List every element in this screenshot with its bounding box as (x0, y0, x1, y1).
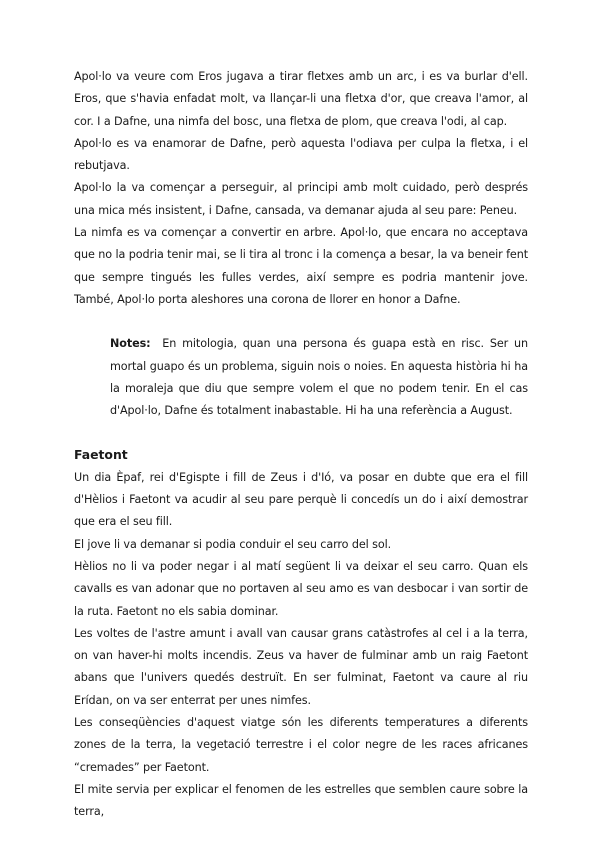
paragraph-daphne-tree: La nimfa es va començar a convertir en arbre. Apol·lo, que encara no acceptava que no la podria tenir mai, se li tira al tronc i la comença a besar, la va beneir fent que sempre tingués les fulles verdes, així sempre es podria mantenir jove. També, Apol·lo porta aleshores una corona de llorer en honor a Dafne. (74, 226, 528, 306)
notes-label: Notes: (110, 337, 151, 351)
section-title-faetont: Faetont (74, 447, 128, 463)
document-page (74, 66, 528, 824)
paragraph-falling-stars: El mite servia per explicar el fenomen de les estrelles que semblen caure sobre la terra, (74, 782, 528, 819)
paragraph-eros-arrows: Apol·lo va veure com Eros jugava a tirar fletxes amb un arc, i es va burlar d'ell. Eros, que s'havia enfadat molt, va llançar-li una fletxa d'or, que creava l'amor, al cor. I a Dafne, una nimfa del bosc, una fletxa de plom, que creava l'odi, al cap. (74, 70, 528, 128)
notes-block (110, 333, 528, 422)
paragraph-horses-bolt: Hèlios no li va poder negar i al matí següent li va deixar el seu carro. Quan els cavalls es van adonar que no portaven al seu amo es van desbocar i van sortir de la ruta. Faetont no els sabia dominar. (74, 559, 528, 618)
paragraph-apollo-in-love: Apol·lo es va enamorar de Dafne, però aquesta l'odiava per culpa la fletxa, i el rebutjava. (74, 136, 528, 173)
paragraph-epaf-doubt: Un dia Èpaf, rei d'Egispte i fill de Zeus i d'Ió, va posar en dubte que era el fill d'Hèlios i Faetont va acudir al seu pare perquè li concedís un do i així demostrar que era el seu fill. (74, 470, 528, 529)
paragraph-apollo-pursuit: Apol·lo la va començar a perseguir, al principi amb molt cuidado, però després una mica més insistent, i Dafne, cansada, va demanar ajuda al seu pare: Peneu. (74, 181, 528, 217)
paragraph-consequences: Les conseqüències d'aquest viatge són les diferents temperatures a diferents zones de la terra, la vegetació terrestre i el color negre de les races africanes “cremades” per Faetont. (74, 716, 528, 774)
paragraph-sun-chariot-request: El jove li va demanar si podia conduir el seu carro del sol. (74, 537, 392, 551)
paragraph-zeus-lightning: Les voltes de l'astre amunt i avall van causar grans catàstrofes al cel i a la terra, on van haver-hi molts incendis. Zeus va haver de fulminar amb un raig Faetont abans que l'univers quedés destruït. En ser fulminat, Faetont va caure al riu Erídan, on va ser enterrat per unes nimfes. (74, 626, 528, 707)
notes-text: En mitologia, quan una persona és guapa està en risc. Ser un mortal guapo és un problema, siguin nois o noies. En aquesta història hi ha la moraleja que diu que sempre volem el que no podem tenir. En el cas d'Apol·lo, Dafne és totalment inabastable. Hi ha una referència a August. (110, 337, 528, 418)
